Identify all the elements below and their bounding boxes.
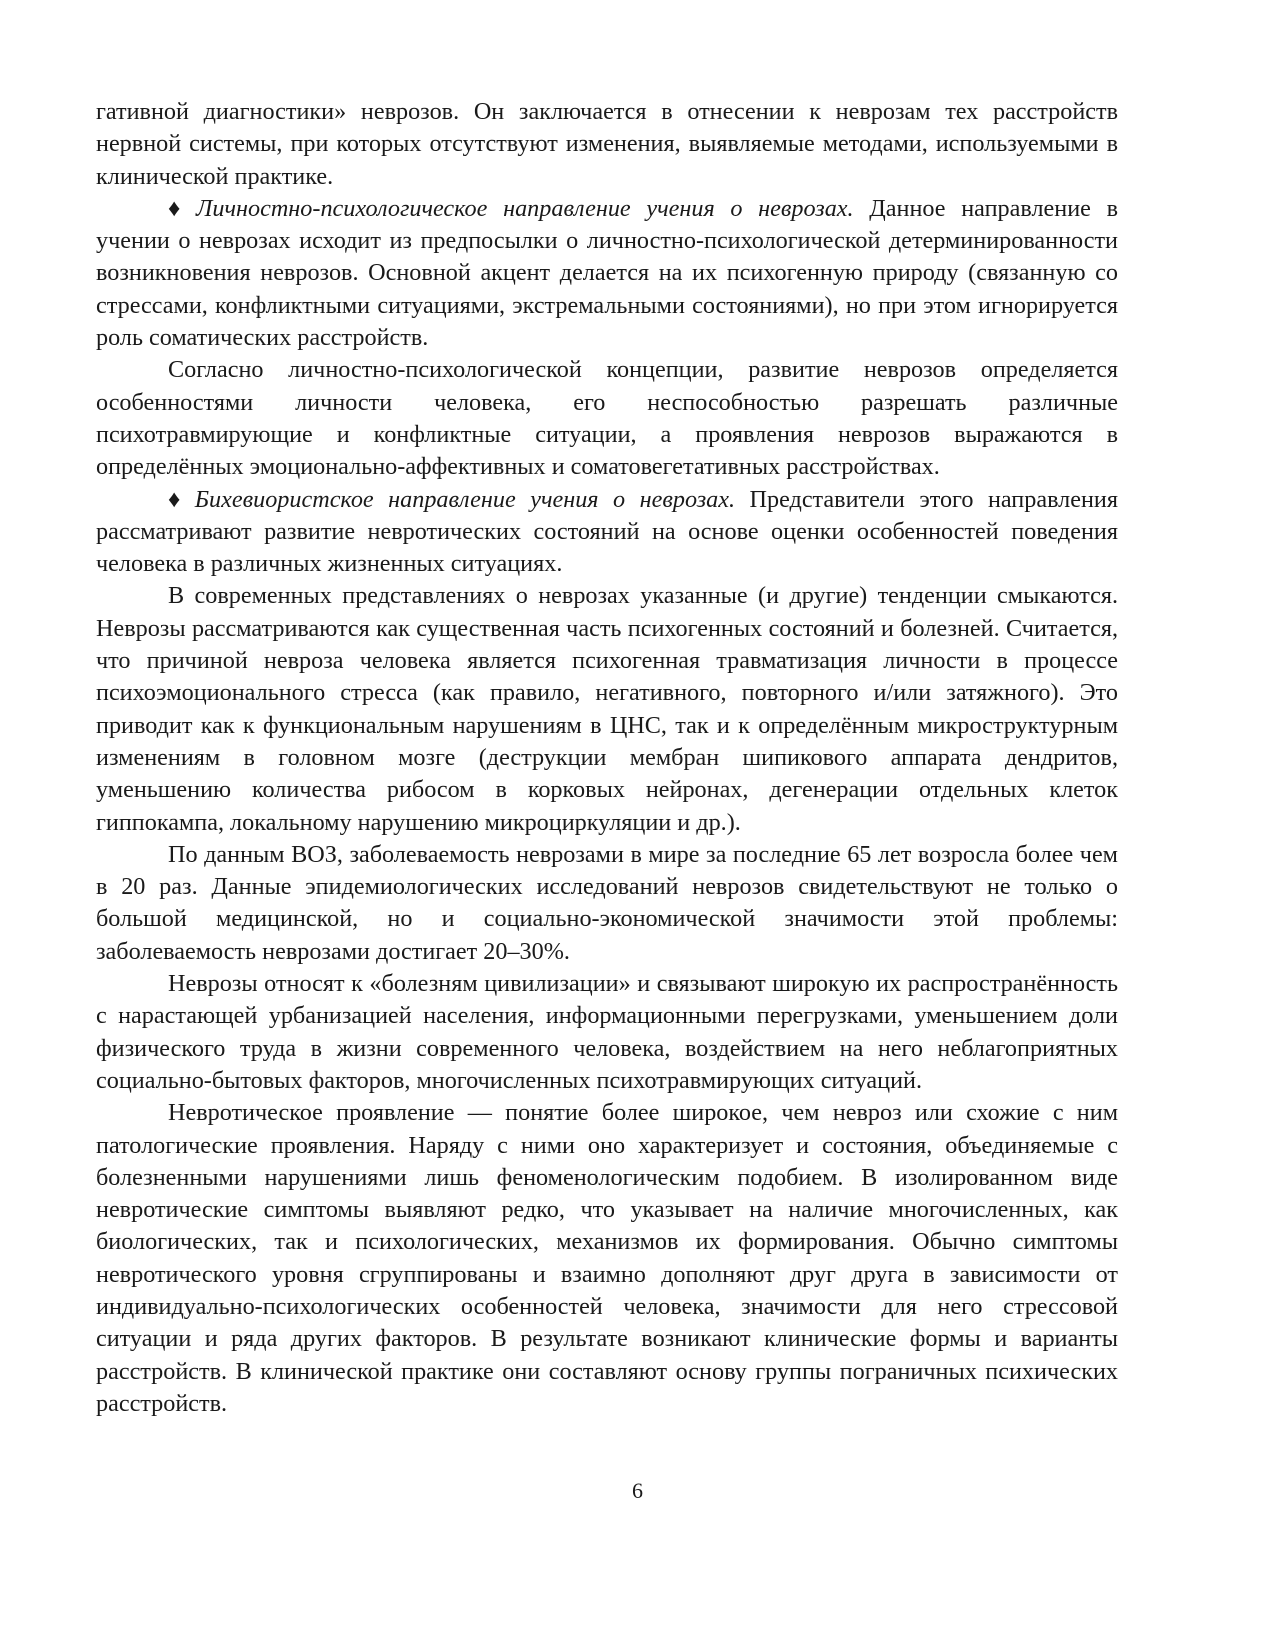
diamond-bullet-icon: ♦ [168, 194, 190, 222]
paragraph-behaviorist-direction [96, 484, 1118, 581]
paragraph-who-statistics [96, 839, 1118, 968]
paragraph-text: По данным ВОЗ, заболеваемость неврозами в мире за последние 65 лет возросла более чем в 20 раз. Данные эпидемиологических исследований неврозов свидетельствуют не только о большой медицинской, но и социально-экономической значимости этой проблемы: заболеваемость неврозами достигает 20–30%. [96, 840, 1118, 965]
paragraph-civilization-diseases [96, 968, 1118, 1097]
inline-heading: Бихевиористское направление учения о неврозах. [194, 485, 736, 513]
paragraph-neurotic-manifestation [96, 1097, 1118, 1420]
inline-heading: Личностно-психологическое направление учения о неврозах. [196, 194, 854, 222]
paragraph-text: В современных представлениях о неврозах указанные (и другие) тенденции смыкаются. Неврозы рассматриваются как существенная часть психогенных состояний и болезней. Считается, что причиной невроза человека является психогенная травматизация личности в процессе психоэмоционального стресса (как правило, негативного, повторного и/или затяжного). Это приводит как к функциональным нарушениям в ЦНС, так и к определённым микроструктурным изменениям в головном мозге (деструкции мембран шипикового аппарата дендритов, уменьшению количества рибосом в корковых нейронах, дегенерации отдельных клеток гиппокампа, локальному нарушению микроциркуляции и др.). [96, 582, 1118, 836]
paragraph-text: Невротическое проявление — понятие более широкое, чем невроз или схожие с ним патологические проявления. Наряду с ними оно характеризует и состояния, объединяемые с болезненными нарушениями лишь феноменологическим подобием. В изолированном виде невротические симптомы выявляют редко, что указывает на наличие многочисленных, как биологических, так и психологических, механизмов их формирования. Обычно симптомы невротического уровня сгруппированы и взаимно дополняют друг друга в зависимости от индивидуально-психологических особенностей человека, значимости для него стрессовой ситуации и ряда других факторов. В результате возникают клинические формы и варианты расстройств. В клинической практике они составляют основу группы пограничных психических расстройств. [96, 1099, 1118, 1417]
paragraph-text: Представители этого направления рассматривают развитие невротических состояний на основе оценки особенностей поведения человека в различных жизненных ситуациях. [96, 485, 1119, 578]
diamond-bullet-icon: ♦ [168, 485, 189, 513]
paragraph-negative-diagnostics [96, 96, 1118, 193]
document-page [96, 96, 1118, 1420]
paragraph-personality-psychological-direction [96, 193, 1118, 354]
paragraph-text: Неврозы относят к «болезням цивилизации» и связывают широкую их распространённость с нарастающей урбанизацией населения, информационными перегрузками, уменьшением доли физического труда в жизни современного человека, воздействием на него неблагоприятных социально-бытовых факторов, многочисленных психотравмирующих ситуаций. [96, 970, 1118, 1094]
page-number: 6 [632, 1478, 643, 1503]
paragraph-personality-concept [96, 354, 1118, 483]
paragraph-text: Данное направление в учении о неврозах исходит из предпосылки о личностно-психологической детерминированности возникновения неврозов. Основной акцент делается на их психогенную природу (связанную со стрессами, конфликтными ситуациями, экстремальными состояниями), но при этом игнорируется роль соматических расстройств. [96, 194, 1119, 352]
paragraph-text: гативной диагностики» неврозов. Он заключается в отнесении к неврозам тех расстройств нервной системы, при которых отсутствуют изменения, выявляемые методами, используемыми в клинической практике. [96, 98, 1118, 190]
paragraph-text: Согласно личностно-психологической концепции, развитие неврозов определяется особенностями личности человека, его неспособностью разрешать различные психотравмирующие и конфликтные ситуации, а проявления неврозов выражаются в определённых эмоционально-аффективных и соматовегетативных расстройствах. [96, 356, 1118, 481]
paragraph-modern-views [96, 580, 1118, 838]
